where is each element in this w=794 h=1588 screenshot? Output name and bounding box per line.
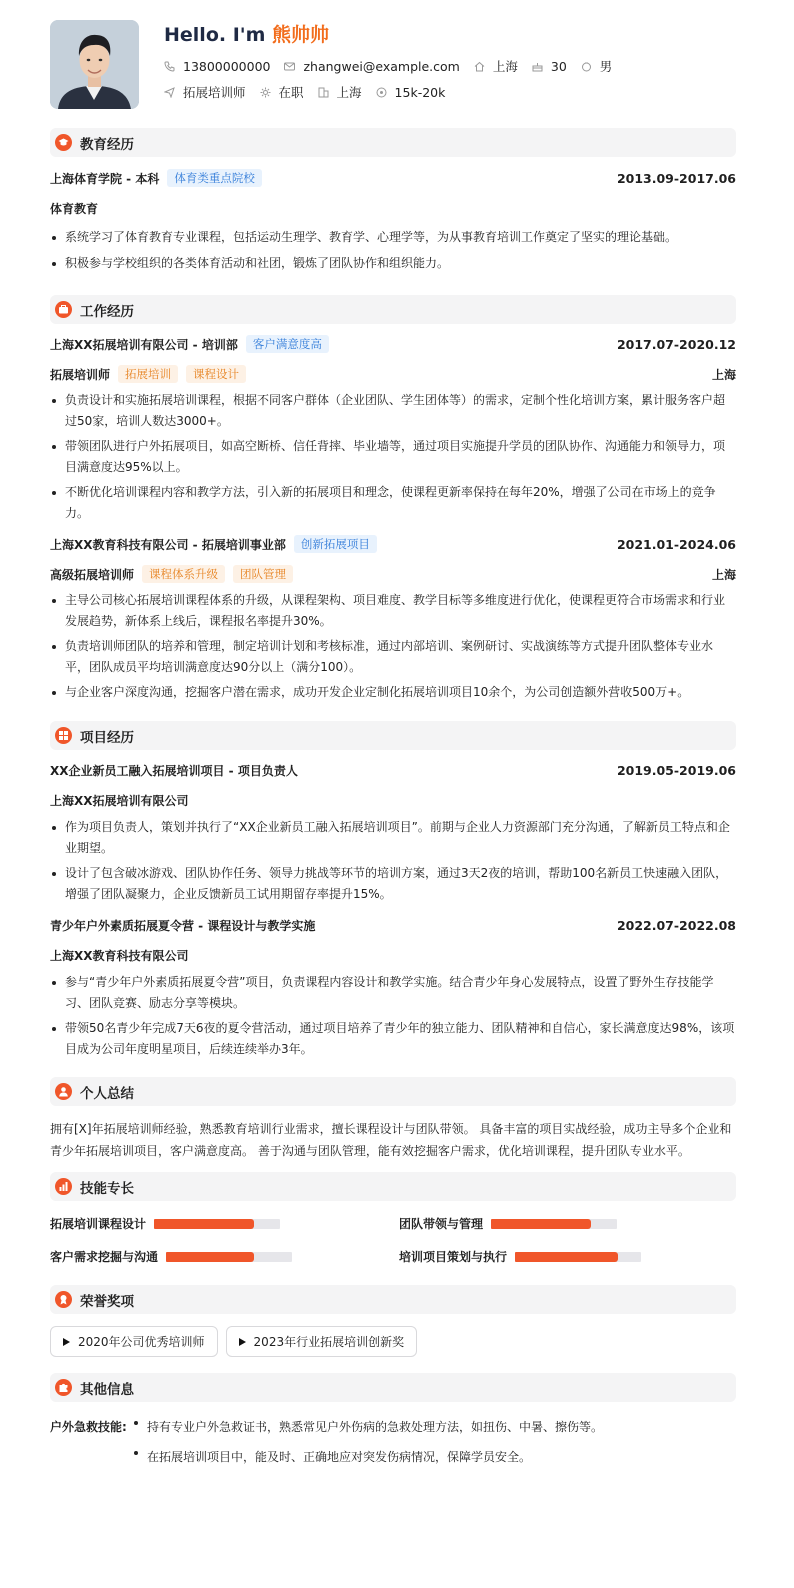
list-item: 带领团队进行户外拓展项目，如高空断桥、信任背摔、毕业墙等，通过项目实施提升学员的团队协作、沟通能力和领导力，项目满意度达95%以上。: [50, 436, 736, 478]
role-tag: 团队管理: [233, 565, 293, 583]
skill-bar-fill: [166, 1252, 254, 1262]
list-item: 带领50名青少年完成7天6夜的夏令营活动，通过项目培养了青少年的独立能力、团队精神和自信心，家长满意度达98%，该项目成为公司年度明星项目，后续连续举办3年。: [50, 1018, 736, 1060]
section-awards: [50, 1285, 736, 1314]
project-entry: [50, 914, 736, 1060]
list-item: 设计了包含破冰游戏、团队协作任务、领导力挑战等环节的培训方案，通过3天2夜的培训，帮助100名新员工快速融入团队，增强了团队凝聚力，企业反馈新员工试用期留存率提升15%。: [50, 863, 736, 905]
award-chip: [226, 1326, 418, 1357]
skill-label: 团队带领与管理: [399, 1217, 484, 1231]
play-icon: [239, 1338, 246, 1346]
education-bullets: [50, 227, 736, 274]
list-item: 在拓展培训项目中，能及时、正确地应对突发伤病情况，保障学员安全。: [132, 1442, 603, 1472]
project-org: 上海XX教育科技有限公司: [50, 948, 189, 963]
puzzle-icon: [55, 1379, 72, 1396]
major: 体育教育: [50, 201, 99, 216]
project-title: XX企业新员工融入拓展培训项目 - 项目负责人: [50, 763, 298, 778]
list-item: 系统学习了体育教育专业课程，包括运动生理学、教育学、心理学等，为从事教育培训工作奠定了坚实的理论基础。: [50, 227, 736, 248]
user-icon: [55, 1083, 72, 1100]
project-bullets: [50, 817, 736, 905]
company-tag: 客户满意度高: [246, 335, 329, 353]
work-header: [50, 333, 736, 355]
skill-item: [50, 1246, 399, 1267]
skill-label: 拓展培训课程设计: [50, 1217, 147, 1231]
work-entry: [50, 333, 736, 524]
other-info: [50, 1412, 736, 1472]
section-title: 项目经历: [80, 729, 134, 746]
section-title: 其他信息: [80, 1381, 134, 1398]
award-icon: [55, 1291, 72, 1308]
award-label: 2020年公司优秀培训师: [78, 1335, 205, 1349]
email-item: [284, 59, 459, 74]
section-projects: [50, 721, 736, 750]
project-header: [50, 914, 736, 936]
gender-icon: [581, 61, 592, 72]
list-item: 作为项目负责人，策划并执行了“XX企业新员工融入拓展培训项目”。前期与企业人力资源部门充分沟通，了解新员工特点和企业期望。: [50, 817, 736, 859]
mail-icon: [284, 61, 295, 72]
company-name: 上海XX教育科技有限公司 - 拓展培训事业部: [50, 537, 286, 552]
job-target-value: 拓展培训师: [183, 85, 246, 100]
project-entry: [50, 759, 736, 905]
skill-item: [399, 1246, 736, 1267]
role-row: [50, 563, 736, 585]
briefcase-icon: [55, 301, 72, 318]
section-title: 荣誉奖项: [80, 1293, 134, 1310]
project-title: 青少年户外素质拓展夏令营 - 课程设计与教学实施: [50, 918, 316, 933]
school-tag: 体育类重点院校: [167, 169, 262, 187]
city-item: [318, 83, 362, 101]
section-summary: [50, 1077, 736, 1106]
role-tag: 课程设计: [186, 365, 246, 383]
work-header: [50, 533, 736, 555]
greeting: [164, 22, 626, 48]
gender-value: 男: [599, 59, 613, 74]
list-item: 积极参与学校组织的各类体育活动和社团，锻炼了团队协作和组织能力。: [50, 253, 736, 274]
email-value: zhangwei@example.com: [303, 58, 460, 74]
gender-item: [581, 57, 613, 75]
phone-icon: [164, 61, 175, 72]
home-icon: [474, 61, 485, 72]
grid-icon: [55, 727, 72, 744]
project-org-row: [50, 944, 736, 966]
section-title: 教育经历: [80, 136, 134, 153]
award-label: 2023年行业拓展培训创新奖: [253, 1335, 405, 1349]
work-date: 2017.07-2020.12: [616, 336, 736, 352]
list-item: 负责培训师团队的培养和管理，制定培训计划和考核标准，通过内部培训、案例研讨、实战演练等方式提升团队整体专业水平，团队成员平均培训满意度达90分以上（满分100）。: [50, 636, 736, 678]
project-org: 上海XX拓展培训有限公司: [50, 793, 189, 808]
work-bullets: [50, 390, 736, 524]
graduation-cap-icon: [55, 134, 72, 151]
summary-text: 拥有[X]年拓展培训师经验，熟悉教育培训行业需求，擅长课程设计与团队带领。 具备丰富的项目实战经验，成功主导多个企业和青少年拓展培训项目，客户满意度高。 善于沟通与团队管理，能有效挖掘客户需求，优化培训课程，提升团队专业水平。: [50, 1122, 732, 1158]
list-item: 与企业客户深度沟通，挖掘客户潜在需求，成功开发企业定制化拓展培训项目10余个，为公司创造额外营收500万+。: [50, 682, 736, 703]
award-chip: [50, 1326, 218, 1357]
avatar: [50, 20, 139, 109]
skill-bar-fill: [154, 1219, 254, 1229]
header-info: [164, 20, 626, 116]
awards-list: [50, 1326, 736, 1357]
age-value: 30: [550, 58, 567, 74]
major-row: [50, 197, 736, 219]
section-title: 个人总结: [80, 1085, 134, 1102]
project-bullets: [50, 972, 736, 1060]
list-item: 参与“青少年户外素质拓展夏令营”项目，负责课程内容设计和教学实施。结合青少年身心发展特点，设置了野外生存技能学习、团队竞赛、励志分享等模块。: [50, 972, 736, 1014]
education-entry: [50, 167, 736, 274]
contact-row: [164, 53, 626, 79]
section-other: [50, 1373, 736, 1402]
education-header: [50, 167, 736, 189]
company-tag: 创新拓展项目: [294, 535, 377, 553]
role-title: 拓展培训师: [50, 367, 111, 382]
role-tag: 课程体系升级: [142, 565, 225, 583]
company-name: 上海XX拓展培训有限公司 - 培训部: [50, 337, 238, 352]
education-date: 2013.09-2017.06: [616, 170, 736, 186]
cake-icon: [532, 61, 543, 72]
list-item: 不断优化培训课程内容和教学方法，引入新的拓展项目和理念，使课程更新率保持在每年20%，增强了公司在市场上的竞争力。: [50, 482, 736, 524]
role-tag: 拓展培训: [118, 365, 178, 383]
section-title: 技能专长: [80, 1180, 134, 1197]
skills-grid: [50, 1213, 736, 1267]
send-icon: [164, 87, 175, 98]
section-title: 工作经历: [80, 303, 134, 320]
work-bullets: [50, 590, 736, 703]
other-label: 户外急救技能:: [50, 1420, 127, 1434]
section-work: [50, 295, 736, 324]
play-icon: [63, 1338, 70, 1346]
status-value: 在职: [278, 85, 304, 100]
phone-item: [164, 59, 270, 74]
settings-icon: [260, 87, 271, 98]
list-item: 负责设计和实施拓展培训课程，根据不同客户群体（企业团队、学生团体等）的需求，定制个性化培训方案，累计服务客户超过50家，培训人数达3000+。: [50, 390, 736, 432]
project-date: 2022.07-2022.08: [616, 917, 736, 933]
candidate-name: 熊帅帅: [272, 24, 330, 46]
salary-item: [376, 85, 446, 100]
section-education: [50, 128, 736, 157]
school-name: 上海体育学院 - 本科: [50, 171, 160, 186]
work-entry: [50, 533, 736, 703]
city-value: 上海: [336, 85, 362, 100]
skill-bar: [515, 1252, 641, 1262]
skill-bar-fill: [515, 1252, 618, 1262]
job-target-item: [164, 83, 246, 101]
age-item: [532, 59, 567, 74]
coin-icon: [376, 87, 387, 98]
skill-bar-fill: [491, 1219, 591, 1229]
bar-chart-icon: [55, 1178, 72, 1195]
section-skills: [50, 1172, 736, 1201]
location-item: [474, 57, 518, 75]
resume-header: [50, 20, 736, 116]
work-city: 上海: [711, 567, 736, 582]
project-header: [50, 759, 736, 781]
role-title: 高级拓展培训师: [50, 567, 135, 582]
skill-bar: [154, 1219, 280, 1229]
job-row: [164, 79, 626, 105]
greeting-text: Hello. I'm: [164, 24, 272, 46]
skill-label: 培训项目策划与执行: [399, 1250, 508, 1264]
phone-value: 13800000000: [183, 58, 271, 74]
skill-bar: [491, 1219, 617, 1229]
skill-bar: [166, 1252, 292, 1262]
other-bullets: [132, 1412, 603, 1472]
list-item: 持有专业户外急救证书，熟悉常见户外伤病的急救处理方法，如扭伤、中暑、擦伤等。: [132, 1412, 603, 1442]
project-date: 2019.05-2019.06: [616, 762, 736, 778]
work-date: 2021.01-2024.06: [616, 536, 736, 552]
building-icon: [318, 87, 329, 98]
skill-label: 客户需求挖掘与沟通: [50, 1250, 159, 1264]
project-org-row: [50, 789, 736, 811]
salary-value: 15k-20k: [394, 84, 446, 100]
work-city: 上海: [711, 367, 736, 382]
skill-item: [399, 1213, 736, 1234]
role-row: [50, 363, 736, 385]
location-value: 上海: [492, 59, 518, 74]
status-item: [260, 83, 304, 101]
skill-item: [50, 1213, 399, 1234]
list-item: 主导公司核心拓展培训课程体系的升级，从课程架构、项目难度、教学目标等多维度进行优化，使课程更符合市场需求和行业发展趋势，新体系上线后，课程报名率提升30%。: [50, 590, 736, 632]
